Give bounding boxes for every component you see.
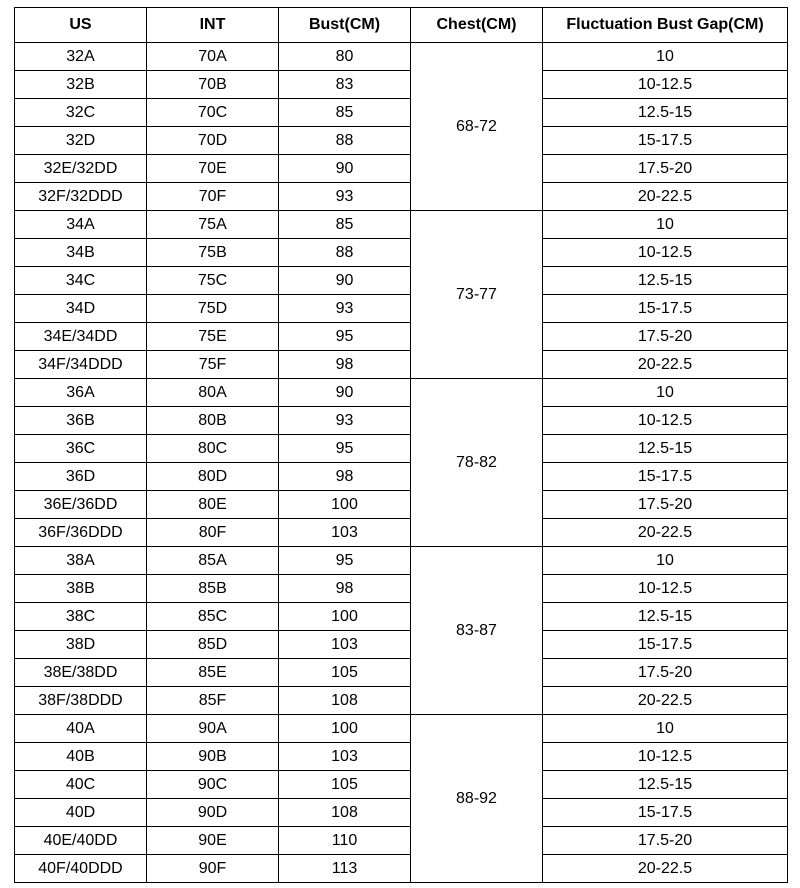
cell-int-size: 70E	[147, 155, 279, 183]
table-row	[15, 71, 788, 99]
table-row	[15, 267, 788, 295]
cell-us-size: 32A	[15, 43, 147, 71]
cell-us-size: 34C	[15, 267, 147, 295]
cell-bust-cm: 110	[279, 827, 411, 855]
cell-bust-gap: 10	[543, 715, 788, 743]
cell-us-size: 38A	[15, 547, 147, 575]
cell-bust-gap: 15-17.5	[543, 295, 788, 323]
cell-bust-gap: 20-22.5	[543, 855, 788, 883]
cell-bust-cm: 88	[279, 127, 411, 155]
header-row	[15, 8, 788, 43]
cell-us-size: 40E/40DD	[15, 827, 147, 855]
table-row	[15, 631, 788, 659]
cell-bust-gap: 17.5-20	[543, 155, 788, 183]
cell-int-size: 70A	[147, 43, 279, 71]
cell-bust-cm: 103	[279, 519, 411, 547]
cell-us-size: 40B	[15, 743, 147, 771]
cell-bust-gap: 12.5-15	[543, 603, 788, 631]
table-row	[15, 743, 788, 771]
cell-int-size: 85C	[147, 603, 279, 631]
table-row	[15, 183, 788, 211]
cell-us-size: 40D	[15, 799, 147, 827]
cell-bust-gap: 20-22.5	[543, 183, 788, 211]
cell-us-size: 36E/36DD	[15, 491, 147, 519]
cell-int-size: 90C	[147, 771, 279, 799]
cell-bust-cm: 108	[279, 687, 411, 715]
cell-bust-gap: 20-22.5	[543, 687, 788, 715]
cell-us-size: 32F/32DDD	[15, 183, 147, 211]
header-int: INT	[147, 8, 279, 43]
cell-bust-gap: 12.5-15	[543, 771, 788, 799]
cell-bust-gap: 12.5-15	[543, 99, 788, 127]
size-chart-table	[14, 7, 788, 883]
cell-bust-gap: 15-17.5	[543, 463, 788, 491]
cell-us-size: 32D	[15, 127, 147, 155]
cell-bust-cm: 105	[279, 771, 411, 799]
cell-int-size: 85A	[147, 547, 279, 575]
cell-bust-gap: 17.5-20	[543, 659, 788, 687]
cell-int-size: 80A	[147, 379, 279, 407]
cell-bust-cm: 90	[279, 155, 411, 183]
cell-int-size: 80D	[147, 463, 279, 491]
cell-int-size: 85D	[147, 631, 279, 659]
table-row	[15, 855, 788, 883]
table-row	[15, 547, 788, 575]
table-row	[15, 463, 788, 491]
header-bust: Bust(CM)	[279, 8, 411, 43]
cell-chest-range: 83-87	[411, 547, 543, 715]
table-row	[15, 43, 788, 71]
table-row	[15, 127, 788, 155]
cell-bust-cm: 95	[279, 547, 411, 575]
cell-int-size: 70D	[147, 127, 279, 155]
cell-int-size: 75F	[147, 351, 279, 379]
header-chest: Chest(CM)	[411, 8, 543, 43]
cell-us-size: 36B	[15, 407, 147, 435]
cell-us-size: 36D	[15, 463, 147, 491]
cell-bust-cm: 93	[279, 407, 411, 435]
cell-us-size: 34A	[15, 211, 147, 239]
cell-us-size: 34D	[15, 295, 147, 323]
cell-bust-cm: 98	[279, 351, 411, 379]
cell-bust-cm: 80	[279, 43, 411, 71]
cell-bust-gap: 15-17.5	[543, 631, 788, 659]
cell-bust-gap: 20-22.5	[543, 519, 788, 547]
cell-bust-cm: 90	[279, 379, 411, 407]
cell-bust-cm: 85	[279, 211, 411, 239]
table-row	[15, 211, 788, 239]
cell-bust-gap: 10-12.5	[543, 575, 788, 603]
cell-bust-gap: 10-12.5	[543, 743, 788, 771]
cell-int-size: 90F	[147, 855, 279, 883]
cell-bust-gap: 15-17.5	[543, 127, 788, 155]
cell-bust-gap: 10	[543, 43, 788, 71]
size-table-body	[15, 43, 788, 883]
cell-bust-cm: 90	[279, 267, 411, 295]
cell-int-size: 70C	[147, 99, 279, 127]
table-row	[15, 239, 788, 267]
cell-bust-cm: 103	[279, 743, 411, 771]
cell-int-size: 90E	[147, 827, 279, 855]
cell-us-size: 40A	[15, 715, 147, 743]
cell-bust-gap: 12.5-15	[543, 267, 788, 295]
cell-us-size: 40F/40DDD	[15, 855, 147, 883]
table-row	[15, 771, 788, 799]
table-row	[15, 827, 788, 855]
cell-us-size: 38E/38DD	[15, 659, 147, 687]
table-row	[15, 575, 788, 603]
cell-int-size: 90D	[147, 799, 279, 827]
cell-int-size: 85B	[147, 575, 279, 603]
cell-chest-range: 88-92	[411, 715, 543, 883]
cell-int-size: 75D	[147, 295, 279, 323]
cell-bust-gap: 10-12.5	[543, 71, 788, 99]
cell-int-size: 70B	[147, 71, 279, 99]
cell-int-size: 80F	[147, 519, 279, 547]
cell-bust-cm: 98	[279, 463, 411, 491]
cell-us-size: 32C	[15, 99, 147, 127]
cell-bust-gap: 12.5-15	[543, 435, 788, 463]
cell-us-size: 40C	[15, 771, 147, 799]
cell-us-size: 34E/34DD	[15, 323, 147, 351]
cell-bust-cm: 103	[279, 631, 411, 659]
cell-int-size: 75A	[147, 211, 279, 239]
cell-int-size: 85E	[147, 659, 279, 687]
table-row	[15, 519, 788, 547]
table-row	[15, 99, 788, 127]
cell-bust-cm: 95	[279, 323, 411, 351]
cell-bust-gap: 17.5-20	[543, 491, 788, 519]
cell-bust-cm: 108	[279, 799, 411, 827]
table-row	[15, 435, 788, 463]
cell-bust-gap: 10-12.5	[543, 239, 788, 267]
cell-int-size: 80B	[147, 407, 279, 435]
cell-int-size: 85F	[147, 687, 279, 715]
cell-us-size: 38F/38DDD	[15, 687, 147, 715]
table-row	[15, 687, 788, 715]
cell-bust-cm: 100	[279, 491, 411, 519]
header-us: US	[15, 8, 147, 43]
cell-bust-gap: 10	[543, 547, 788, 575]
cell-int-size: 90B	[147, 743, 279, 771]
cell-bust-cm: 93	[279, 295, 411, 323]
table-row	[15, 407, 788, 435]
table-row	[15, 323, 788, 351]
table-row	[15, 715, 788, 743]
table-row	[15, 799, 788, 827]
cell-bust-cm: 85	[279, 99, 411, 127]
cell-int-size: 70F	[147, 183, 279, 211]
table-row	[15, 659, 788, 687]
table-row	[15, 295, 788, 323]
cell-bust-cm: 105	[279, 659, 411, 687]
table-row	[15, 351, 788, 379]
cell-us-size: 36C	[15, 435, 147, 463]
cell-us-size: 36F/36DDD	[15, 519, 147, 547]
cell-bust-gap: 17.5-20	[543, 827, 788, 855]
cell-bust-gap: 10-12.5	[543, 407, 788, 435]
cell-us-size: 38C	[15, 603, 147, 631]
cell-bust-cm: 98	[279, 575, 411, 603]
cell-bust-cm: 100	[279, 715, 411, 743]
cell-int-size: 90A	[147, 715, 279, 743]
cell-bust-gap: 10	[543, 379, 788, 407]
cell-bust-cm: 95	[279, 435, 411, 463]
cell-bust-gap: 15-17.5	[543, 799, 788, 827]
table-row	[15, 603, 788, 631]
cell-us-size: 32E/32DD	[15, 155, 147, 183]
cell-us-size: 34B	[15, 239, 147, 267]
cell-chest-range: 68-72	[411, 43, 543, 211]
cell-bust-cm: 93	[279, 183, 411, 211]
cell-bust-cm: 83	[279, 71, 411, 99]
cell-bust-gap: 17.5-20	[543, 323, 788, 351]
cell-int-size: 80E	[147, 491, 279, 519]
cell-us-size: 36A	[15, 379, 147, 407]
cell-int-size: 75E	[147, 323, 279, 351]
cell-us-size: 38B	[15, 575, 147, 603]
table-row	[15, 155, 788, 183]
cell-bust-cm: 88	[279, 239, 411, 267]
cell-int-size: 75C	[147, 267, 279, 295]
cell-bust-cm: 113	[279, 855, 411, 883]
cell-us-size: 34F/34DDD	[15, 351, 147, 379]
cell-int-size: 80C	[147, 435, 279, 463]
table-row	[15, 379, 788, 407]
table-row	[15, 491, 788, 519]
cell-chest-range: 78-82	[411, 379, 543, 547]
cell-bust-cm: 100	[279, 603, 411, 631]
cell-bust-gap: 20-22.5	[543, 351, 788, 379]
cell-us-size: 32B	[15, 71, 147, 99]
header-fluctuation-bust-gap: Fluctuation Bust Gap(CM)	[543, 8, 788, 43]
cell-us-size: 38D	[15, 631, 147, 659]
cell-chest-range: 73-77	[411, 211, 543, 379]
cell-bust-gap: 10	[543, 211, 788, 239]
cell-int-size: 75B	[147, 239, 279, 267]
